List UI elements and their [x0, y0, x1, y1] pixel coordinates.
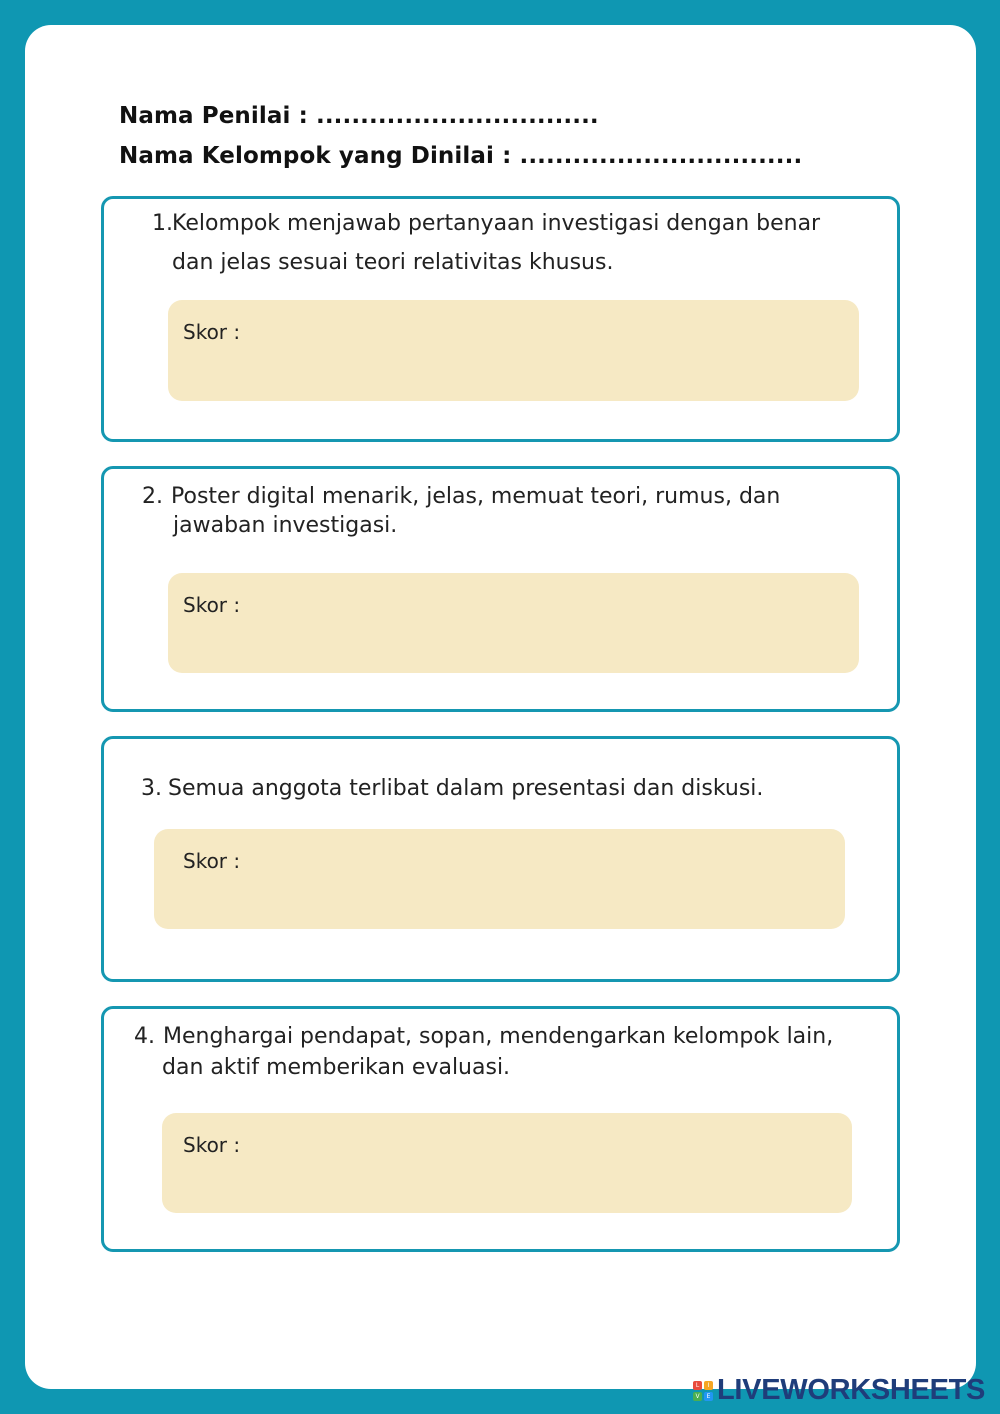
criterion-text: jawaban investigasi. — [173, 513, 398, 538]
liveworksheets-logo — [693, 1374, 985, 1407]
criterion-number: 1. — [152, 211, 173, 236]
criterion-text: Kelompok menjawab pertanyaan investigasi dengan benar — [172, 211, 821, 236]
score-input-1[interactable] — [168, 300, 859, 401]
criterion-number: 3. — [141, 776, 162, 801]
score-label: Skor : — [183, 1133, 241, 1157]
score-input-2[interactable] — [168, 573, 859, 673]
criterion-text: Poster digital menarik, jelas, memuat teori, rumus, dan — [171, 484, 781, 509]
score-label: Skor : — [183, 320, 241, 344]
assessor-name-line: Nama Penilai : ................................ — [119, 103, 599, 129]
score-input-3[interactable] — [154, 829, 845, 929]
group-name-line: Nama Kelompok yang Dinilai : ................................ — [119, 143, 803, 169]
liveworksheets-logo-icon: L I V E — [693, 1381, 713, 1401]
criterion-text: Menghargai pendapat, sopan, mendengarkan kelompok lain, — [163, 1024, 834, 1049]
liveworksheets-wordmark: LIVEWORKSHEETS — [717, 1374, 986, 1406]
criterion-number: 4. — [134, 1024, 155, 1049]
criterion-text: dan jelas sesuai teori relativitas khusus. — [172, 250, 614, 275]
criterion-text: Semua anggota terlibat dalam presentasi dan diskusi. — [168, 776, 764, 801]
criterion-text: dan aktif memberikan evaluasi. — [162, 1055, 511, 1080]
score-label: Skor : — [183, 849, 241, 873]
criterion-number: 2. — [142, 484, 163, 509]
score-label: Skor : — [183, 593, 241, 617]
score-input-4[interactable] — [162, 1113, 852, 1213]
